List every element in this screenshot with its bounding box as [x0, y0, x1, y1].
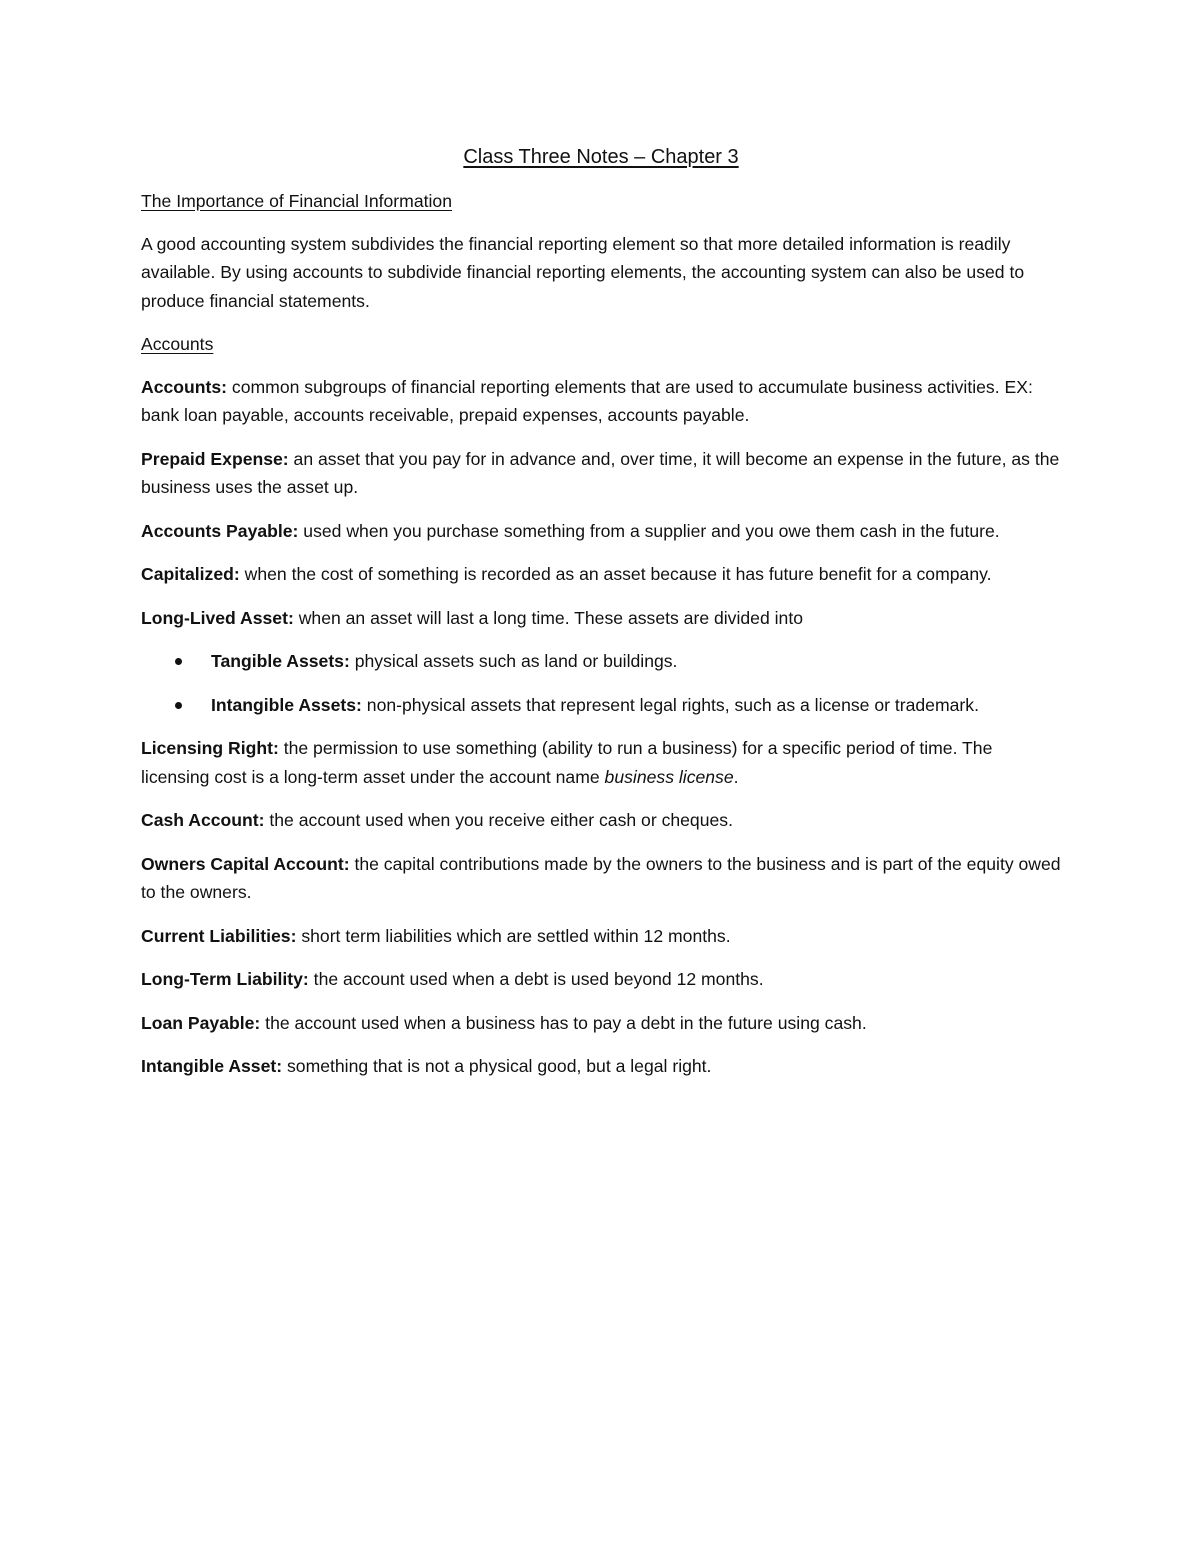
definition-term: Cash Account:	[141, 810, 265, 830]
definition-accounts	[141, 373, 1061, 430]
bullet-icon	[175, 702, 182, 709]
section-heading-financial-information: The Importance of Financial Information	[141, 191, 452, 211]
definition-loan-payable	[141, 1009, 1061, 1038]
definition-text: physical assets such as land or buildings.	[349, 651, 678, 671]
bullet-icon	[175, 658, 182, 665]
list-item-tangible-assets	[141, 647, 1061, 676]
document-page	[141, 140, 1061, 1096]
definition-text-end: .	[733, 766, 739, 787]
page-title: Class Three Notes – Chapter 3	[463, 146, 739, 168]
asset-types-list	[141, 647, 1061, 719]
definition-term: Long-Lived Asset:	[141, 607, 294, 628]
definition-term: Prepaid Expense:	[141, 448, 289, 469]
definition-term: Long-Term Liability:	[141, 969, 309, 989]
definition-text: the capital contributions made by the owners to the business and is part of the equity owed to the owners.	[141, 853, 1061, 902]
definition-term: Loan Payable:	[141, 1012, 261, 1033]
definition-term: Capitalized:	[141, 564, 240, 584]
definition-term: Intangible Assets:	[211, 694, 362, 715]
definition-text: used when you purchase something from a supplier and you owe them cash in the future.	[298, 520, 1000, 541]
definition-accounts-payable	[141, 517, 1061, 546]
definition-term: Current Liabilities:	[141, 925, 297, 946]
section-heading-accounts: Accounts	[141, 334, 214, 354]
definition-owners-capital-account	[141, 850, 1061, 907]
definition-text: the account used when a debt is used beyond 12 months.	[308, 969, 764, 989]
definition-term: Licensing Right:	[141, 738, 279, 758]
definition-emphasis: business license	[604, 766, 734, 787]
definition-prepaid-expense	[141, 445, 1061, 502]
definition-licensing-right	[141, 734, 1061, 791]
definition-text: something that is not a physical good, but a legal right.	[282, 1056, 712, 1076]
definition-long-lived-asset	[141, 604, 1061, 633]
definition-term: Intangible Asset:	[141, 1056, 283, 1076]
definition-text: the account used when you receive either cash or cheques.	[264, 810, 733, 830]
definition-intangible-asset	[141, 1052, 1061, 1081]
definition-text: the account used when a business has to pay a debt in the future using cash.	[260, 1012, 867, 1033]
intro-paragraph: A good accounting system subdivides the financial reporting element so that more detailed information is readily available. By using accounts to subdivide financial reporting elements, the accounting system can also be used to produce financial statements.	[141, 233, 1025, 311]
definition-text: when an asset will last a long time. These assets are divided into	[293, 607, 804, 628]
definition-text: the permission to use something (ability to run a business) for a specific period of time. The licensing cost is a long-term asset under the account name	[141, 738, 993, 787]
definition-term: Tangible Assets:	[211, 651, 350, 671]
definition-term: Accounts:	[141, 376, 228, 397]
definition-text: non-physical assets that represent legal rights, such as a license or trademark.	[361, 694, 979, 715]
definition-text: short term liabilities which are settled within 12 months.	[296, 925, 731, 946]
definition-long-term-liability	[141, 965, 1061, 994]
definition-cash-account	[141, 806, 1061, 835]
definition-current-liabilities	[141, 922, 1061, 951]
definition-term: Owners Capital Account:	[141, 853, 350, 874]
definition-capitalized	[141, 560, 1061, 589]
definition-term: Accounts Payable:	[141, 520, 299, 541]
list-item-intangible-assets	[141, 691, 1061, 720]
definition-text: common subgroups of financial reporting elements that are used to accumulate business activities. EX: bank loan payable, accounts receivable, prepaid expenses, accounts payable.	[141, 376, 1033, 425]
definition-text: an asset that you pay for in advance and, over time, it will become an expense in the future, as the business uses the asset up.	[141, 448, 1060, 497]
definition-text: when the cost of something is recorded as an asset because it has future benefit for a company.	[239, 564, 992, 584]
